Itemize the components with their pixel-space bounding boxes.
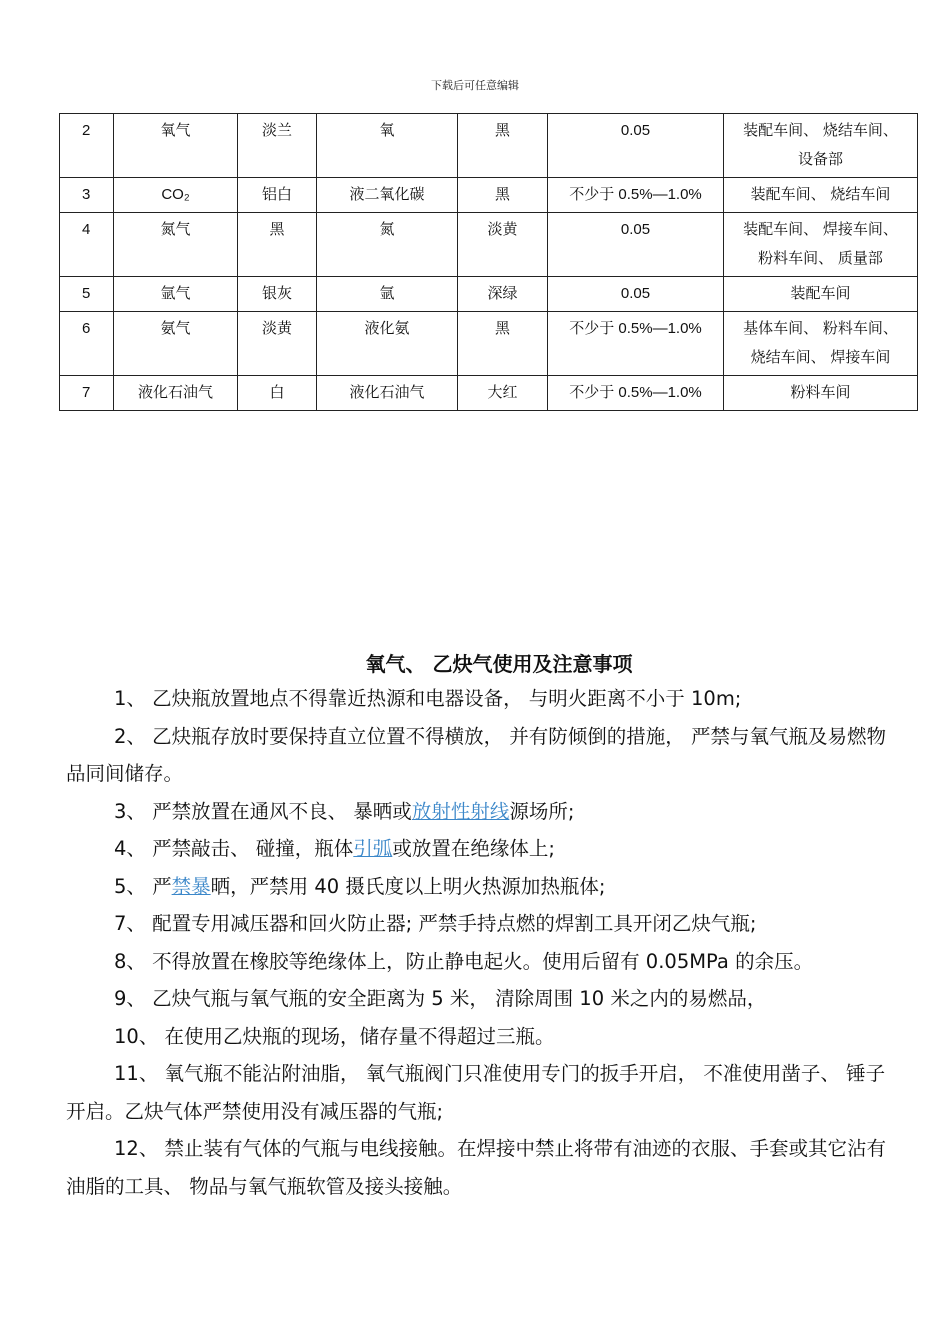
dept-line: 装配车间、 焊接车间、: [743, 220, 898, 238]
cell-no: 6: [60, 312, 114, 376]
dept-line: 设备部: [797, 150, 843, 168]
cell-text-color: 黑: [458, 312, 548, 376]
list-item: 1、 乙炔瓶放置地点不得靠近热源和电器设备， 与明火距离不小于 10m;: [114, 687, 742, 710]
cell-residual: 不少于 0.5%—1.0%: [548, 312, 724, 376]
cell-residual: 0.05: [548, 213, 724, 277]
cell-depts: [724, 376, 918, 411]
cell-residual: 0.05: [548, 277, 724, 312]
cell-body-color: 黑: [238, 213, 317, 277]
cell-gas-name: 氮气: [114, 213, 238, 277]
cell-text-color: 深绿: [458, 277, 548, 312]
cell-body-color: 白: [238, 376, 317, 411]
cell-gas-name: 氧气: [114, 114, 238, 178]
cell-depts: [724, 277, 918, 312]
cell-label-text: 氧: [317, 114, 458, 178]
cell-body-color: 淡兰: [238, 114, 317, 178]
cell-gas-name: 液化石油气: [114, 376, 238, 411]
cell-label-text: 液二氧化碳: [317, 178, 458, 213]
list-item: 11、 氧气瓶不能沾附油脂， 氧气瓶阀门只准使用专门的扳手开启， 不准使用凿子、 锤子开启。乙炔气体严禁使用没有减压器的气瓶;: [66, 1062, 886, 1123]
cell-text-color: 黑: [458, 178, 548, 213]
dept-line: 烧结车间、 焊接车间: [750, 348, 891, 366]
cell-gas-name: CO₂: [114, 178, 238, 213]
gas-cylinder-table: [59, 113, 918, 411]
page-header-note: 下载后可任意编辑: [431, 79, 519, 92]
cell-no: 5: [60, 277, 114, 312]
table-row: [60, 178, 918, 213]
cell-gas-name: 氩气: [114, 277, 238, 312]
cell-body-color: 淡黄: [238, 312, 317, 376]
item-text: 4、 严禁敲击、 碰撞，瓶体: [114, 837, 354, 860]
radioactive-rays-link[interactable]: 放射性射线: [411, 799, 510, 823]
cell-label-text: 氩: [317, 277, 458, 312]
item-text: 源场所;: [509, 799, 575, 823]
list-item: 9、 乙炔气瓶与氧气瓶的安全距离为 5 米， 清除周围 10 米之内的易燃品，: [114, 987, 767, 1010]
item-text: 3、 严禁放置在通风不良、 暴晒或: [114, 799, 412, 823]
list-item: [66, 830, 888, 868]
list-item: [66, 868, 888, 906]
cell-text-color: 大红: [458, 376, 548, 411]
cell-depts: [724, 178, 918, 213]
cell-depts: [724, 312, 918, 376]
cell-gas-name: 氨气: [114, 312, 238, 376]
list-item: 2、 乙炔瓶存放时要保持直立位置不得横放， 并有防倾倒的措施， 严禁与氧气瓶及易燃物品同间储存。: [66, 724, 887, 785]
list-item: 10、 在使用乙炔瓶的现场，储存量不得超过三瓶。: [114, 1024, 555, 1048]
item-text: 或放置在绝缘体上;: [392, 837, 555, 860]
dept-line: 装配车间、 烧结车间: [750, 185, 891, 203]
cell-label-text: 液化石油气: [317, 376, 458, 411]
list-item: [66, 793, 888, 831]
list-item: 7、 配置专用减压器和回火防止器; 严禁手持点燃的焊割工具开闭乙炔气瓶;: [114, 912, 757, 935]
cell-text-color: 黑: [458, 114, 548, 178]
cell-no: 4: [60, 213, 114, 277]
cell-body-color: 铝白: [238, 178, 317, 213]
cell-label-text: 氮: [317, 213, 458, 277]
cell-no: 3: [60, 178, 114, 213]
cell-no: 7: [60, 376, 114, 411]
item-text: 5、 严: [114, 874, 172, 898]
item-text: 晒，严禁用 40 摄氏度以上明火热源加热瓶体;: [210, 874, 606, 898]
sun-exposure-link[interactable]: 禁暴: [171, 874, 211, 898]
dept-line: 基体车间、 粉料车间、: [743, 319, 898, 337]
section-title: 氧气、 乙炔气使用及注意事项: [365, 652, 633, 676]
dept-line: 装配车间、 烧结车间、: [743, 121, 898, 139]
cell-depts: [724, 114, 918, 178]
arc-striking-link[interactable]: 引弧: [353, 837, 393, 860]
cell-residual: 0.05: [548, 114, 724, 178]
table-row: [60, 114, 918, 178]
cell-no: 2: [60, 114, 114, 178]
precautions-list: [66, 680, 888, 1205]
list-item: 8、 不得放置在橡胶等绝缘体上，防止静电起火。使用后留有 0.05MPa 的余压。: [114, 949, 814, 973]
dept-line: 粉料车间: [790, 383, 851, 401]
table-body: [60, 114, 918, 411]
cell-text-color: 淡黄: [458, 213, 548, 277]
table-row: [60, 376, 918, 411]
cell-residual: 不少于 0.5%—1.0%: [548, 178, 724, 213]
table-row: [60, 213, 918, 277]
dept-line: 装配车间: [790, 284, 851, 302]
cell-residual: 不少于 0.5%—1.0%: [548, 376, 724, 411]
dept-line: 粉料车间、 质量部: [758, 249, 883, 267]
table-row: [60, 312, 918, 376]
table-row: [60, 277, 918, 312]
cell-body-color: 银灰: [238, 277, 317, 312]
cell-depts: [724, 213, 918, 277]
cell-label-text: 液化氨: [317, 312, 458, 376]
list-item: 12、 禁止装有气体的气瓶与电线接触。在焊接中禁止将带有油迹的衣服、手套或其它沾有油脂的工具、 物品与氧气瓶软管及接头接触。: [66, 1137, 887, 1198]
